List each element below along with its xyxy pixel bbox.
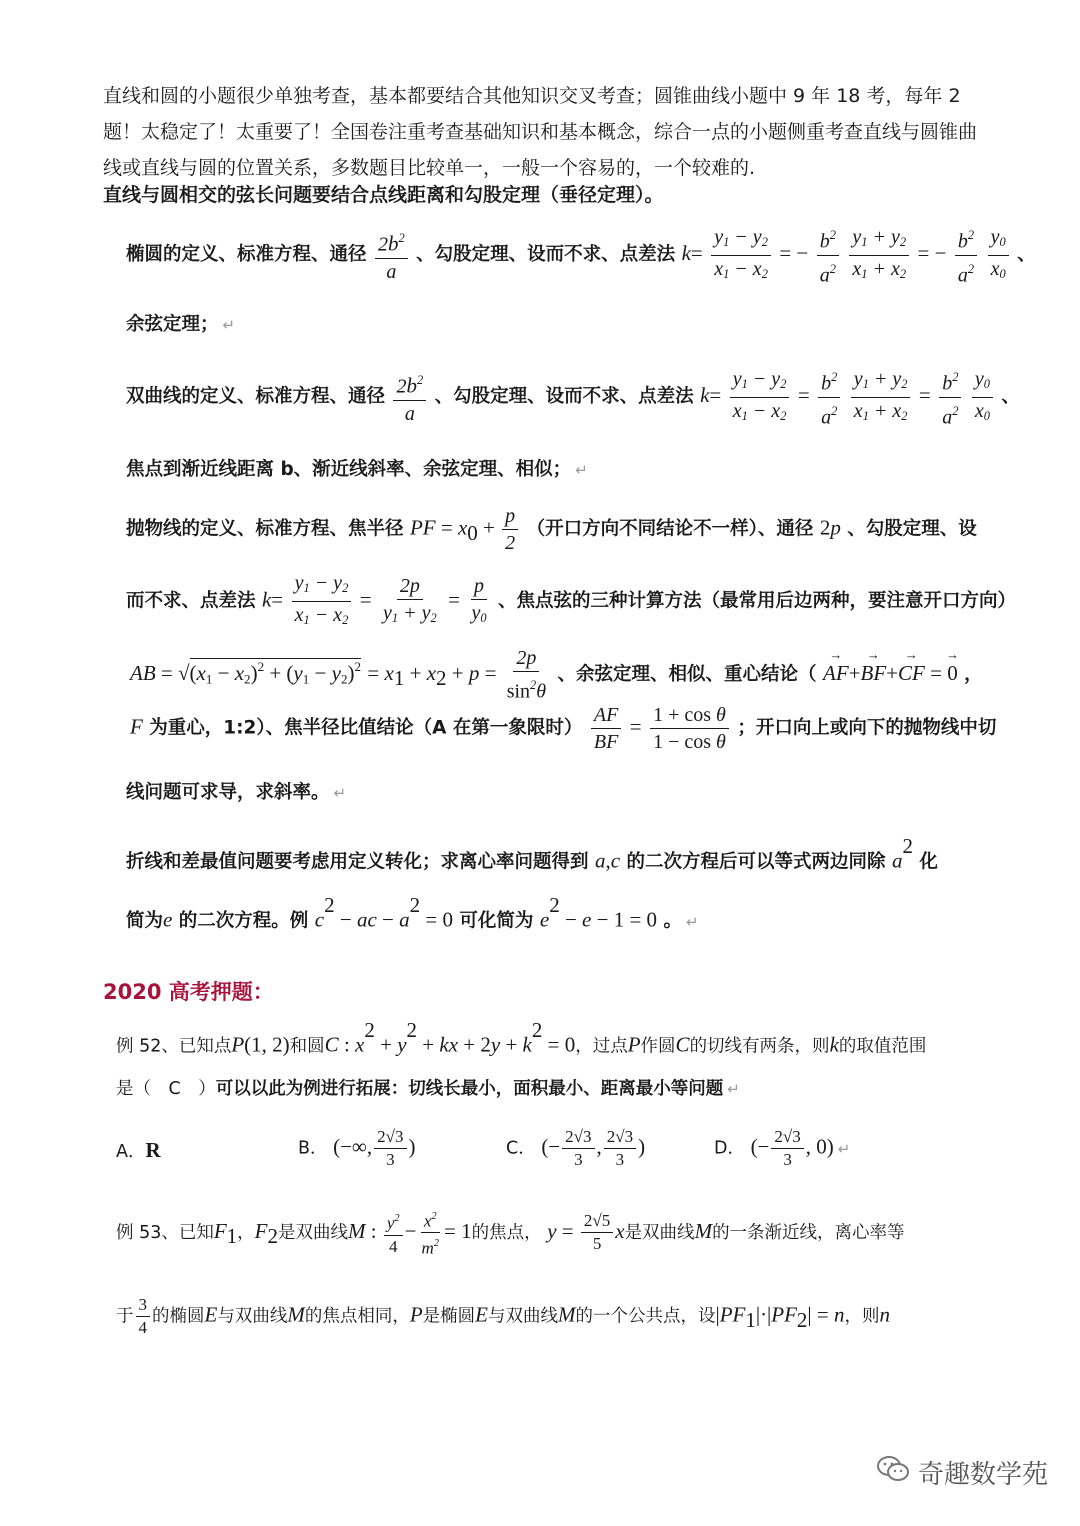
eccentricity-line: 折线和差最值问题要考虑用定义转化；求离心率问题得到 a,c 的二次方程后可以等式两边同除 $a^2$ 化 [126, 834, 938, 873]
parabola-line-5: 线问题可求导，求斜率。 ↵ [126, 782, 347, 803]
intro-bold-line: 直线与圆相交的弦长问题要结合点线距离和勾股定理（垂径定理）。 [103, 184, 664, 206]
option-b: B． (−∞, $\frac{2√3}{3}$ ) [298, 1127, 416, 1169]
parabola-line-3: AB = $√(x_1 - x_2)^2 + (y_1 - y_2)^2 = x_1 + x_2 + p$ = $\frac{2p}{\sin^2\theta}$ 、余弦定理、相似、重心结论（ → AF+→ BF+→ CF = → 0 ， [130, 645, 983, 705]
example-52: 例 52、已知点P(1, 2)和圆C : $x^2 + y^2$ + kx + $2y + k^2 = 0$，过点P作圆C的切线有两条，则k的取值范围 [116, 1018, 927, 1057]
section-title: 2020 高考押题： [103, 980, 274, 1004]
watermark: 奇趣数学苑 [876, 1454, 1048, 1491]
option-a: A．R [116, 1138, 161, 1162]
parabola-line-4: F 为重心，1:2）、焦半径比值结论（A 在第一象限时） $\frac{AF}{BF}$ = $\frac{\text{1 + cos θ}}{\text{1 − cos θ}}$ ；开口向上或向下的抛物线中切 [130, 704, 997, 753]
intro-paragraph: 直线和圆的小题很少单独考查，基本都要结合其他知识交叉考查；圆锥曲线小题中 9 年 18 考，每年 2 题！太稳定了！太重要了！全国卷注重考查基础知识和基本概念，综合一点的小题侧重考查直线与圆锥曲线或直线与圆的位置关系，多数题目比较单一，一般一个容易的，一个较难的. [103, 85, 978, 179]
hyperbola-line-2: 焦点到渐近线距离 b、渐近线斜率、余弦定理、相似； ↵ [126, 459, 588, 480]
option-d: D． (− $\frac{2√3}{3}$ , 0) ↵ [714, 1127, 851, 1169]
parabola-line-2: 而不求、点差法 k= $\frac{y_1 - y_2}{x_1 - x_2}$ = $\frac{2p}{y_1 + y_2}$ = $\frac{p}{y_0}$ 、焦点弦的三种计算方法（最常用后边两种，要注意开口方向） [126, 572, 1016, 628]
example-53-line-2: 于 $\frac{3}{4}$ 的椭圆E与双曲线M的焦点相同，P是椭圆E与双曲线M的一个公共点，设$|PF_1|\cdot|PF_2| = n$，则n [116, 1295, 890, 1337]
example-53: 例 53、已知$F_1$，$F_2$是双曲线M : $\frac{y^2}{4}$ − $\frac{x^2}{m^2}$ = 1的焦点， y = $\frac{2√5}{5}$ x是双曲线M的一条渐近线，离心率等 [116, 1206, 905, 1260]
example-52-line-2: 是（ C ）可以以此为例进行拓展：切线长最小，面积最小、距离最小等问题 ↵ [116, 1079, 740, 1099]
option-c: C． (− $\frac{2√3}{3}$ , $\frac{2√3}{3}$ ) [506, 1127, 646, 1169]
hyperbola-line: 双曲线的定义、标准方程、通径 $\frac{2b^2}{a}$ 、勾股定理、设而不求、点差法 k= $\frac{y_1 - y_2}{x_1 - x_2}$ = $\frac{b^2}{a^2}$ $\frac{y_1 + y_2}{x_1 + x_2}$ = $\frac{b^2}{a^2}$ $\frac{y_0}{x_0}$ 、 [126, 364, 1020, 430]
cosine-line: 余弦定理； ↵ [126, 314, 236, 335]
ellipse-line: 椭圆的定义、标准方程、通径 $\frac{2b^2}{a}$ 、勾股定理、设而不求、点差法 k= $\frac{y_1 - y_2}{x_1 - x_2}$ = − $\frac{b^2}{a^2}$ $\frac{y_1 + y_2}{x_1 + x_2}$ = − $\frac{b^2}{a^2}$ $\frac{y_0}{x_0}$ 、 [126, 222, 1036, 288]
wechat-icon [876, 1454, 910, 1491]
parabola-line: 抛物线的定义、标准方程、焦半径 PF = $x_0$ + $\frac{p}{2}$ （开口方向不同结论不一样）、通径 2p 、勾股定理、设 [126, 505, 977, 554]
eccentricity-line-2: 简为e 的二次方程。例 $c^2$ − ac − $a^2 = 0$ 可化简为 $e^2 - e - 1 = 0$ 。 ↵ [126, 893, 699, 932]
